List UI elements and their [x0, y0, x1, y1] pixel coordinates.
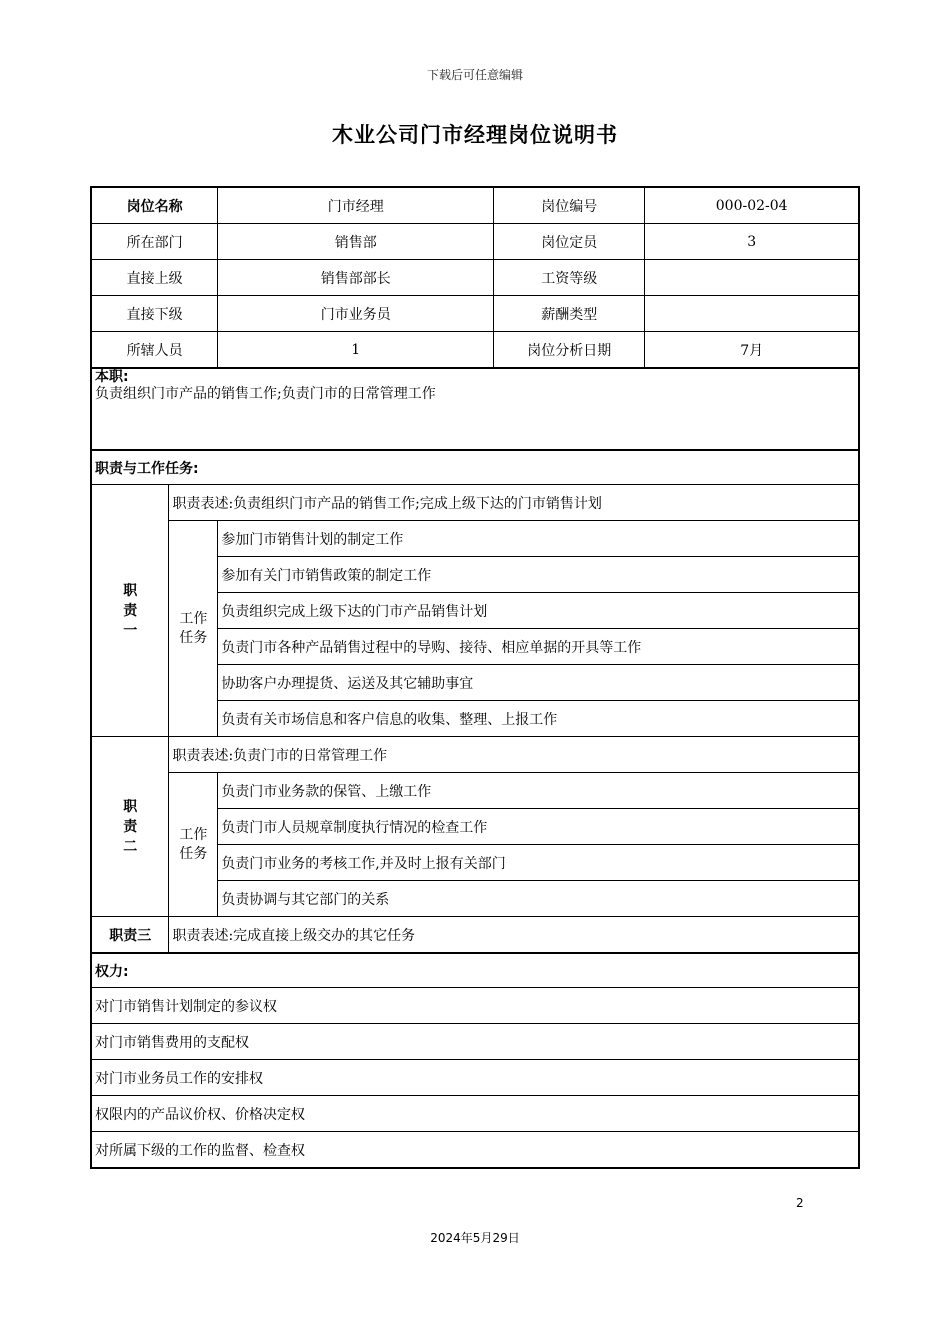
- label-department: 所在部门: [91, 224, 218, 260]
- value-direct-subordinate: 门市业务员: [218, 296, 494, 332]
- duty3-description: 职责表述:完成直接上级交办的其它任务: [169, 917, 859, 954]
- power-row: [91, 1096, 859, 1132]
- value-salary-grade: [645, 260, 859, 296]
- duty1-task-2: 参加有关门市销售政策的制定工作: [218, 557, 859, 593]
- power-item-3: 对门市业务员工作的安排权: [91, 1060, 859, 1096]
- core-duty-row: [91, 368, 859, 450]
- label-salary-grade: 工资等级: [494, 260, 645, 296]
- duty1-desc-row: [91, 485, 859, 521]
- duty2-task-row: [91, 773, 859, 809]
- duty2-desc-row: [91, 737, 859, 773]
- label-position-name: 岗位名称: [91, 187, 218, 224]
- duty1-label: [91, 485, 169, 737]
- label-headcount: 岗位定员: [494, 224, 645, 260]
- duty1-task-5: 协助客户办理提货、运送及其它辅助事宜: [218, 665, 859, 701]
- duty2-label-text: 职责二: [123, 798, 138, 855]
- value-direct-superior: 销售部部长: [218, 260, 494, 296]
- powers-heading-row: [91, 953, 859, 988]
- info-row-position-name: [91, 187, 859, 224]
- duty1-task-4: 负责门市各种产品销售过程中的导购、接待、相应单据的开具等工作: [218, 629, 859, 665]
- info-row-subordinate: [91, 296, 859, 332]
- power-row: [91, 1132, 859, 1169]
- duty2-task-label-text: 工作任务: [179, 826, 208, 862]
- core-duty-label: 本职:: [95, 369, 129, 385]
- job-description-table: [90, 186, 860, 1169]
- label-direct-subordinate: 直接下级: [91, 296, 218, 332]
- duty2-task-label: [169, 773, 218, 917]
- power-row: [91, 1060, 859, 1096]
- header-note: 下载后可任意编辑: [426, 68, 523, 82]
- core-duty-cell: [91, 368, 859, 450]
- duties-heading-row: [91, 450, 859, 485]
- duty1-label-text: 职责一: [123, 582, 138, 639]
- duty2-task-3: 负责门市业务的考核工作,并及时上报有关部门: [218, 845, 859, 881]
- value-headcount: 3: [645, 224, 859, 260]
- duties-heading: 职责与工作任务:: [91, 450, 859, 485]
- value-analysis-date: 7月: [645, 332, 859, 369]
- core-duty-text: 负责组织门市产品的销售工作;负责门市的日常管理工作: [95, 386, 436, 402]
- info-row-department: [91, 224, 859, 260]
- duty1-task-3: 负责组织完成上级下达的门市产品销售计划: [218, 593, 859, 629]
- value-position-name: 门市经理: [218, 187, 494, 224]
- duty1-task-row: [91, 521, 859, 557]
- info-row-superior: [91, 260, 859, 296]
- duty2-task-1: 负责门市业务款的保管、上缴工作: [218, 773, 859, 809]
- label-position-code: 岗位编号: [494, 187, 645, 224]
- power-item-4: 权限内的产品议价权、价格决定权: [91, 1096, 859, 1132]
- duty2-task-2: 负责门市人员规章制度执行情况的检查工作: [218, 809, 859, 845]
- duty1-description: 职责表述:负责组织门市产品的销售工作;完成上级下达的门市销售计划: [169, 485, 859, 521]
- power-row: [91, 988, 859, 1024]
- power-item-5: 对所属下级的工作的监督、检查权: [91, 1132, 859, 1169]
- duty3-label: 职责三: [91, 917, 169, 954]
- duty1-task-label: [169, 521, 218, 737]
- duty1-task-6: 负责有关市场信息和客户信息的收集、整理、上报工作: [218, 701, 859, 737]
- label-staff-count: 所辖人员: [91, 332, 218, 369]
- duty2-description: 职责表述:负责门市的日常管理工作: [169, 737, 859, 773]
- duty2-task-4: 负责协调与其它部门的关系: [218, 881, 859, 917]
- power-item-2: 对门市销售费用的支配权: [91, 1024, 859, 1060]
- value-pay-type: [645, 296, 859, 332]
- power-row: [91, 1024, 859, 1060]
- label-pay-type: 薪酬类型: [494, 296, 645, 332]
- duty2-label: [91, 737, 169, 917]
- document-title: 木业公司门市经理岗位说明书: [332, 123, 618, 147]
- label-analysis-date: 岗位分析日期: [494, 332, 645, 369]
- value-position-code: 000-02-04: [645, 187, 859, 224]
- value-department: 销售部: [218, 224, 494, 260]
- page-number: 2: [796, 1196, 804, 1210]
- value-staff-count: 1: [218, 332, 494, 369]
- label-direct-superior: 直接上级: [91, 260, 218, 296]
- power-item-1: 对门市销售计划制定的参议权: [91, 988, 859, 1024]
- footer-date: 2024年5月29日: [430, 1231, 520, 1245]
- duty1-task-label-text: 工作任务: [179, 610, 208, 646]
- duty1-task-1: 参加门市销售计划的制定工作: [218, 521, 859, 557]
- info-row-staff: [91, 332, 859, 369]
- duty3-row: [91, 917, 859, 954]
- powers-heading: 权力:: [91, 953, 859, 988]
